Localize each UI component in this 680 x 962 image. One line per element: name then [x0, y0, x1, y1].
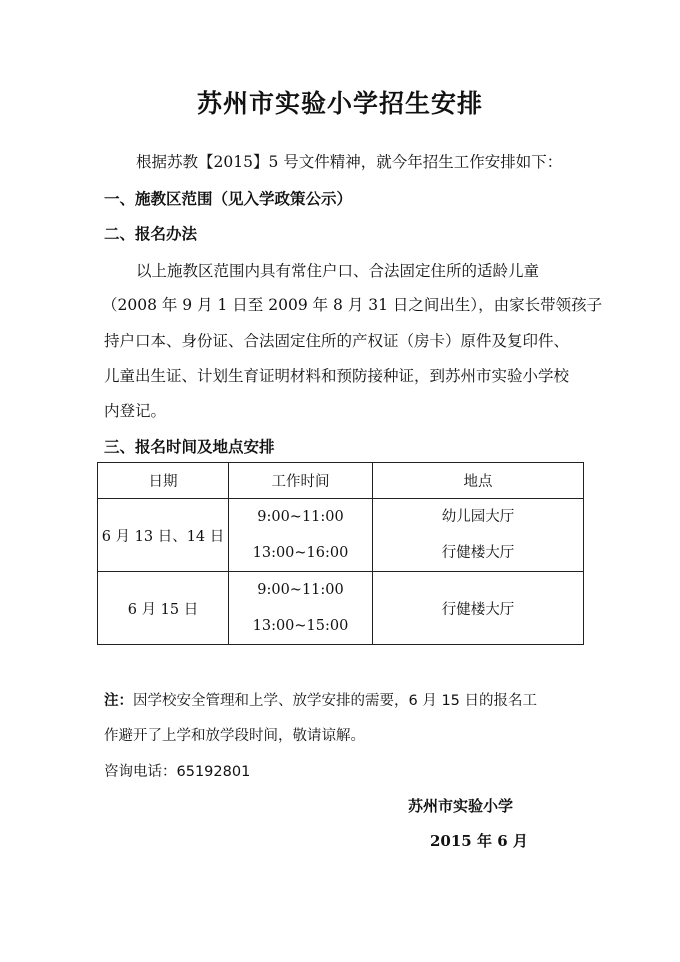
header-date: 日期 — [98, 463, 229, 499]
row-1-place-2: 行健楼大厅 — [441, 545, 515, 561]
header-time: 工作时间 — [229, 463, 373, 499]
section-2-line-4: 儿童出生证、计划生育证明材料和预防接种证，到苏州市实验小学校 — [104, 367, 570, 385]
signature-date: 2015 年 6 月 — [430, 832, 528, 850]
header-location: 地点 — [373, 463, 584, 499]
schedule-table — [97, 462, 584, 645]
section-1-heading: 一、施教区范围（见入学政策公示） — [104, 189, 353, 208]
row-2-place: 行健楼大厅 — [373, 572, 584, 645]
section-2-line-1: 以上施教区范围内具有常住户口、合法固定住所的适龄儿童 — [136, 262, 540, 280]
signature-organization: 苏州市实验小学 — [408, 797, 514, 815]
note-line-2: 作避开了上学和放学段时间，敬请谅解。 — [104, 728, 365, 744]
row-1-time-2: 13:00~16:00 — [252, 545, 349, 561]
section-2-line-3: 持户口本、身份证、合法固定住所的产权证（房卡）原件及复印件、 — [104, 332, 570, 350]
section-2-line-2: （2008 年 9 月 1 日至 2009 年 8 月 31 日之间出生），由家长带领孩子 — [102, 296, 603, 314]
row-1-time-1: 9:00~11:00 — [257, 509, 344, 525]
table-header-row — [98, 463, 584, 499]
section-2-line-5: 内登记。 — [104, 402, 167, 420]
note-text-1: 因学校安全管理和上学、放学安排的需要，6 月 15 日的报名工 — [133, 693, 538, 709]
intro-paragraph: 根据苏教【2015】5 号文件精神，就今年招生工作安排如下： — [136, 153, 563, 171]
row-2-times — [229, 572, 373, 645]
row-1-times — [229, 499, 373, 572]
row-2-time-1: 9:00~11:00 — [257, 582, 344, 598]
row-1-place-1: 幼儿园大厅 — [441, 509, 515, 525]
table-row — [98, 499, 584, 572]
row-2-time-2: 13:00~15:00 — [252, 618, 349, 634]
contact-phone: 咨询电话：65192801 — [104, 764, 251, 780]
row-1-date: 6 月 13 日、14 日 — [98, 499, 229, 572]
section-3-heading: 三、报名时间及地点安排 — [104, 437, 275, 456]
note-label: 注： — [104, 693, 133, 709]
document-title: 苏州市实验小学招生安排 — [196, 89, 483, 118]
section-2-heading: 二、报名办法 — [104, 224, 198, 243]
row-1-places — [373, 499, 584, 572]
row-2-date: 6 月 15 日 — [98, 572, 229, 645]
note-line-1 — [104, 689, 537, 710]
table-row — [98, 572, 584, 645]
